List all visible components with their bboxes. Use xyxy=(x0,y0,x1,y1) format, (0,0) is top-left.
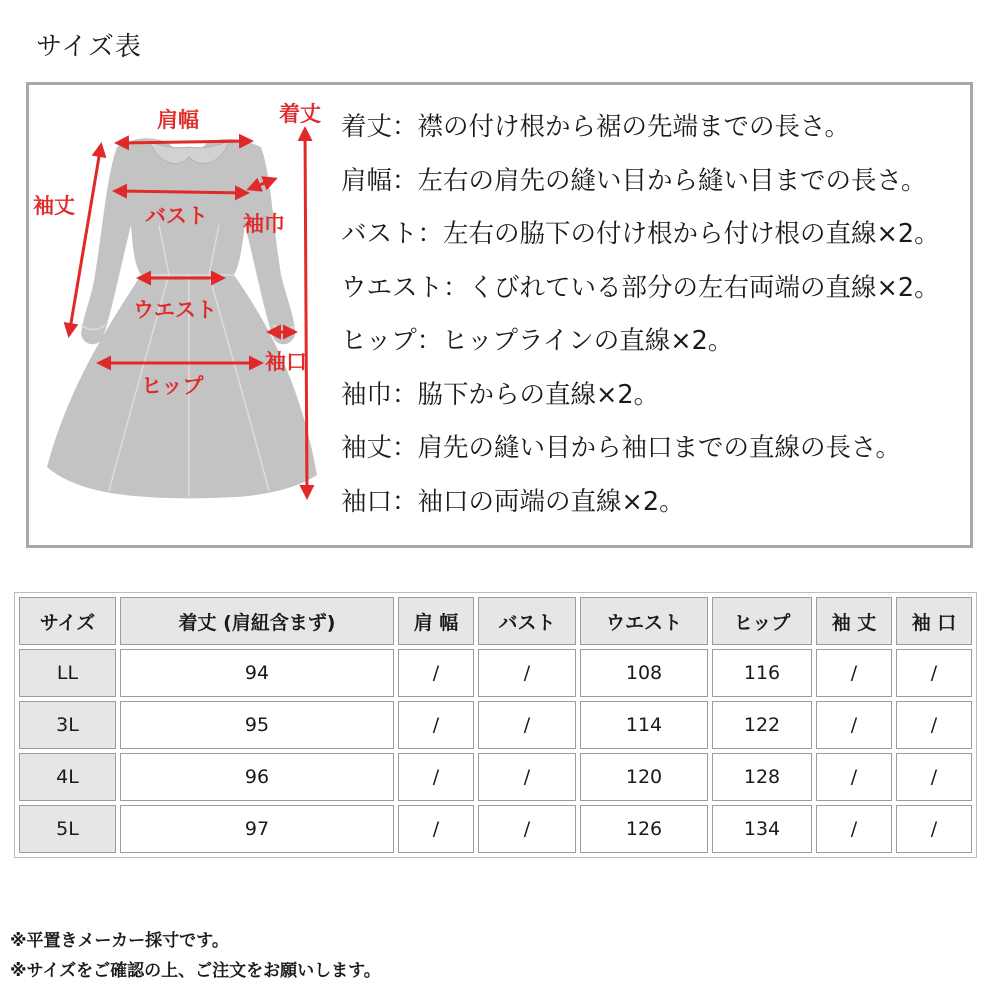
label-waist: ウエスト xyxy=(133,298,217,322)
note-item: ※サイズをご確認の上、ご注文をお願いします。 xyxy=(10,961,381,981)
header-cell: サイズ xyxy=(19,597,116,645)
table-cell: 97 xyxy=(120,805,394,853)
table-cell: 108 xyxy=(580,649,708,697)
table-cell: 96 xyxy=(120,753,394,801)
definition-item: 肩幅：左右の肩先の縫い目から縫い目までの長さ。 xyxy=(341,165,927,196)
table-cell: 122 xyxy=(712,701,812,749)
table-cell: / xyxy=(398,805,474,853)
table-cell: / xyxy=(398,701,474,749)
definition-item: ヒップ：ヒップラインの直線×2。 xyxy=(341,326,734,356)
table-cell: / xyxy=(478,701,576,749)
table-cell: / xyxy=(896,701,972,749)
size-cell: 4L xyxy=(19,753,116,801)
table-header-row xyxy=(19,597,972,645)
notes xyxy=(10,926,381,986)
header-cell: 袖 丈 xyxy=(816,597,892,645)
measurement-definitions xyxy=(341,101,940,529)
header-cell: ヒップ xyxy=(712,597,812,645)
header-cell: バスト xyxy=(478,597,576,645)
table-row xyxy=(19,805,972,853)
bust-arrow xyxy=(115,191,247,193)
label-bust: バスト xyxy=(145,204,208,228)
table-cell: / xyxy=(816,701,892,749)
header-cell: 着丈 (肩紐含まず) xyxy=(120,597,394,645)
header-cell: 肩 幅 xyxy=(398,597,474,645)
shoulder-arrow xyxy=(117,141,251,143)
definition-item: ウエスト：くびれている部分の左右両端の直線×2。 xyxy=(341,272,940,303)
table-row xyxy=(19,753,972,801)
label-hip: ヒップ xyxy=(141,374,204,398)
definition-item: バスト：左右の脇下の付け根から付け根の直線×2。 xyxy=(341,219,940,249)
table-cell: / xyxy=(478,649,576,697)
note-item: ※平置きメーカー採寸です。 xyxy=(10,931,229,951)
label-shoulder: 肩幅 xyxy=(157,108,199,132)
table-cell: / xyxy=(896,753,972,801)
table-cell: / xyxy=(478,805,576,853)
table-cell: 128 xyxy=(712,753,812,801)
header-cell: 袖 口 xyxy=(896,597,972,645)
table-cell: / xyxy=(398,753,474,801)
table-cell: / xyxy=(398,649,474,697)
length-arrow xyxy=(305,129,307,497)
table-cell: 114 xyxy=(580,701,708,749)
table-cell: / xyxy=(816,805,892,853)
table-row xyxy=(19,701,972,749)
table-cell: 134 xyxy=(712,805,812,853)
header-cell: ウエスト xyxy=(580,597,708,645)
table-cell: 116 xyxy=(712,649,812,697)
label-sleeve-length: 袖丈 xyxy=(33,194,75,218)
table-cell: / xyxy=(816,753,892,801)
size-cell: 5L xyxy=(19,805,116,853)
table-cell: 94 xyxy=(120,649,394,697)
table-cell: 95 xyxy=(120,701,394,749)
dress-figure xyxy=(29,85,341,545)
table-cell: / xyxy=(896,649,972,697)
table-cell: / xyxy=(478,753,576,801)
size-cell: LL xyxy=(19,649,116,697)
table-cell: / xyxy=(896,805,972,853)
size-guide-box xyxy=(26,82,973,548)
table-cell: 126 xyxy=(580,805,708,853)
size-table xyxy=(14,592,977,858)
size-cell: 3L xyxy=(19,701,116,749)
definition-item: 着丈：襟の付け根から裾の先端までの長さ。 xyxy=(341,112,850,142)
definition-item: 袖口：袖口の両端の直線×2。 xyxy=(341,486,685,517)
label-cuff: 袖口 xyxy=(265,350,307,374)
table-cell: / xyxy=(816,649,892,697)
label-length: 着丈 xyxy=(279,102,321,126)
page-title: サイズ表 xyxy=(36,32,142,62)
table-cell: 120 xyxy=(580,753,708,801)
definition-item: 袖丈：肩先の縫い目から袖口までの直線の長さ。 xyxy=(341,433,901,463)
table-row xyxy=(19,649,972,697)
definition-item: 袖巾：脇下からの直線×2。 xyxy=(341,379,660,410)
label-sleeve-width: 袖巾 xyxy=(243,212,285,236)
